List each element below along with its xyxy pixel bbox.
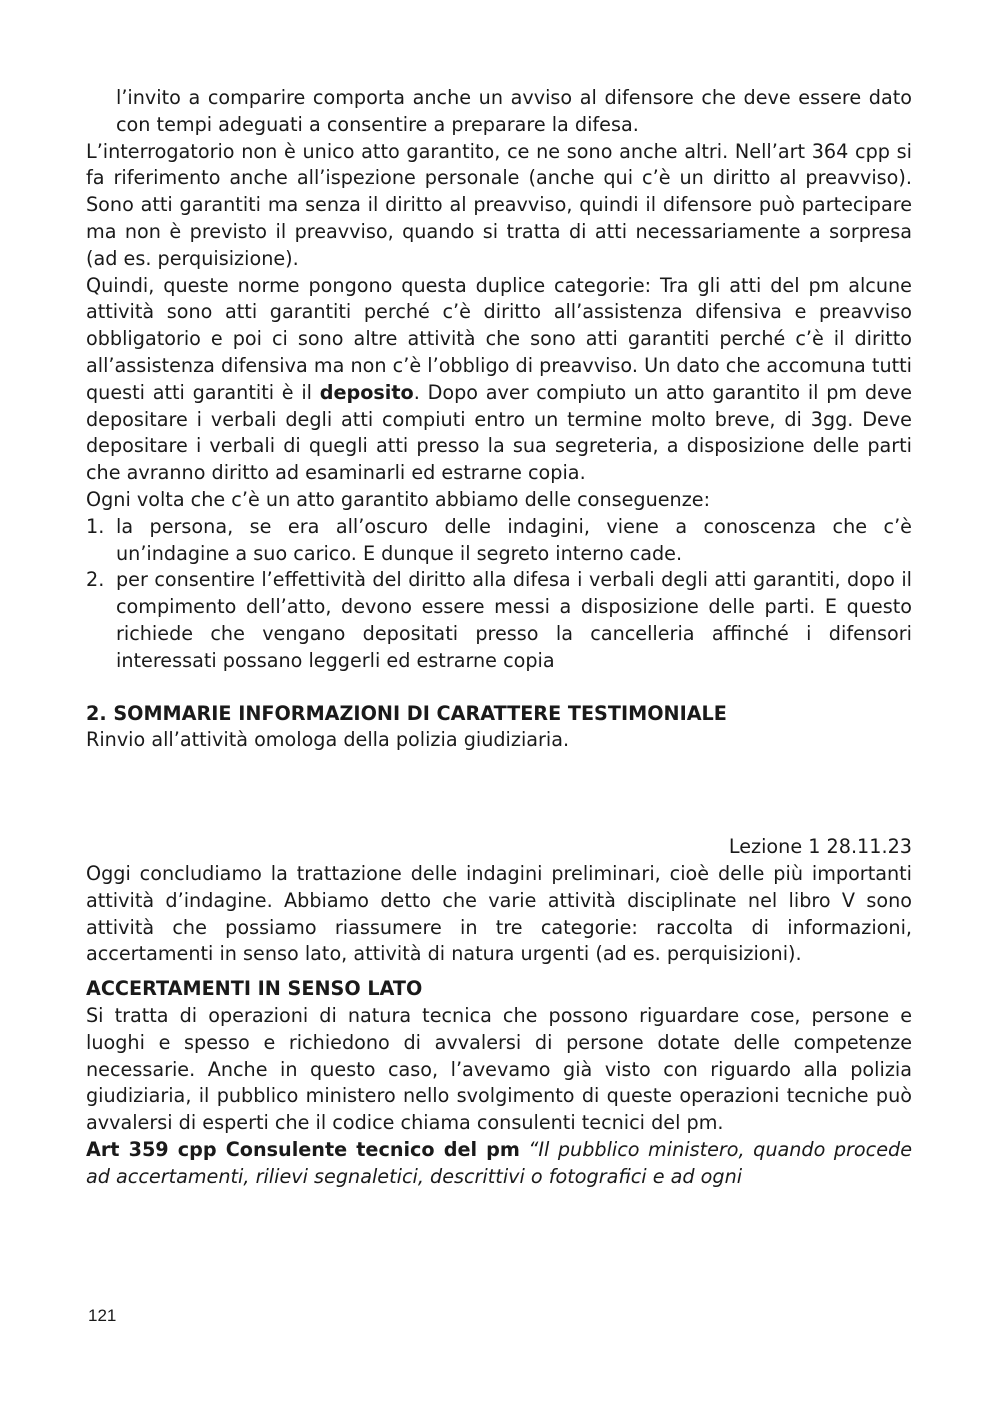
spacer	[86, 675, 912, 701]
paragraph-quindi	[86, 273, 912, 487]
text-run: Quindi, queste norme pongono questa duplice categorie: Tra gli atti del pm alcune attività sono atti garantiti perché c’è diritto all’assistenza difensiva e preavviso obbligatorio e poi ci sono altre attività che sono atti garantiti perché c’è il diritto all’assistenza difensiva ma non c’è l’obbligo di preavviso. Un dato che accomuna tutti questi atti garantiti è il	[86, 273, 912, 404]
spacer	[86, 754, 912, 834]
lesson-date: Lezione 1 28.11.23	[728, 835, 912, 859]
page-number: 121	[88, 1306, 117, 1325]
paragraph-art-359	[86, 1137, 912, 1191]
paragraph-oggi: Oggi concludiamo la trattazione delle indagini preliminari, cioè delle più importanti attività d’indagine. Abbiamo detto che varie attività disciplinate nel libro V sono attività che possiamo riassumere in tre categorie: raccolta di informazioni, accertamenti in senso lato, attività di natura urgenti (ad es. perquisizioni).	[86, 861, 912, 966]
paragraph-rinvio: Rinvio all’attività omologa della polizia giudiziaria.	[86, 728, 570, 752]
paragraph-si-tratta: Si tratta di operazioni di natura tecnica che possono riguardare cose, persone e luoghi e spesso e richiedono di avvalersi di persone dotate delle competenze necessarie. Anche in questo caso, l’avevamo già visto con riguardo alla polizia giudiziaria, il pubblico ministero nello svolgimento di queste operazioni tecniche può avvalersi di esperti che il codice chiama consulenti tecnici del pm.	[86, 1003, 912, 1135]
paragraph-interrogatorio: L’interrogatorio non è unico atto garantito, ce ne sono anche altri. Nell’art 364 cpp si fa riferimento anche all’ispezione personale (anche qui c’è un diritto al preavviso). Sono atti garantiti ma senza il diritto al preavviso, quindi il difensore può partecipare ma non è previsto il preavviso, quando si tratta di atti necessariamente a sorpresa (ad es. perquisizione).	[86, 139, 912, 270]
list-item	[86, 514, 912, 568]
text-run: . Dopo aver compiuto un atto garantito il pm deve depositare i verbali degli atti compiuti entro un termine molto breve, di 3gg. Deve depositare i verbali di quegli atti presso la sua segreteria, a disposizione delle parti che avranno diritto ad esaminarli ed estrarne copia.	[86, 380, 912, 485]
heading-accertamenti: ACCERTAMENTI IN SENSO LATO	[86, 977, 423, 1001]
paragraph-intro-continued: l’invito a comparire comporta anche un avviso al difensore che deve essere dato con tempi adeguati a consentire a preparare la difesa.	[116, 86, 912, 136]
document-body	[86, 85, 912, 1190]
consequences-list	[86, 514, 912, 675]
list-item-text: per consentire l’effettività del diritto alla difesa i verbali degli atti garantiti, dopo il compimento dell’atto, devono essere messi a disposizione delle parti. E questo richiede che vengano depositati presso la cancelleria affinché i difensori interessati possano leggerli ed estrarne copia	[116, 568, 912, 672]
heading-sommarie-informazioni: 2. SOMMARIE INFORMAZIONI DI CARATTERE TESTIMONIALE	[86, 701, 727, 725]
spacer	[86, 968, 912, 976]
article-title: Art 359 cpp Consulente tecnico del pm	[86, 1137, 520, 1161]
list-item-text: la persona, se era all’oscuro delle indagini, viene a conoscenza che c’è un’indagine a suo carico. E dunque il segreto interno cade.	[116, 514, 912, 565]
paragraph-ogni-volta: Ogni volta che c’è un atto garantito abbiamo delle conseguenze:	[86, 487, 711, 511]
list-number: 1.	[86, 514, 105, 538]
list-item	[86, 567, 912, 674]
article-quote: “Il pubblico ministero, quando procede ad accertamenti, rilievi segnaletici, descrittivi o fotografici e ad ogni	[86, 1137, 913, 1188]
list-number: 2.	[86, 568, 105, 592]
bold-term-deposito: deposito	[319, 380, 414, 404]
